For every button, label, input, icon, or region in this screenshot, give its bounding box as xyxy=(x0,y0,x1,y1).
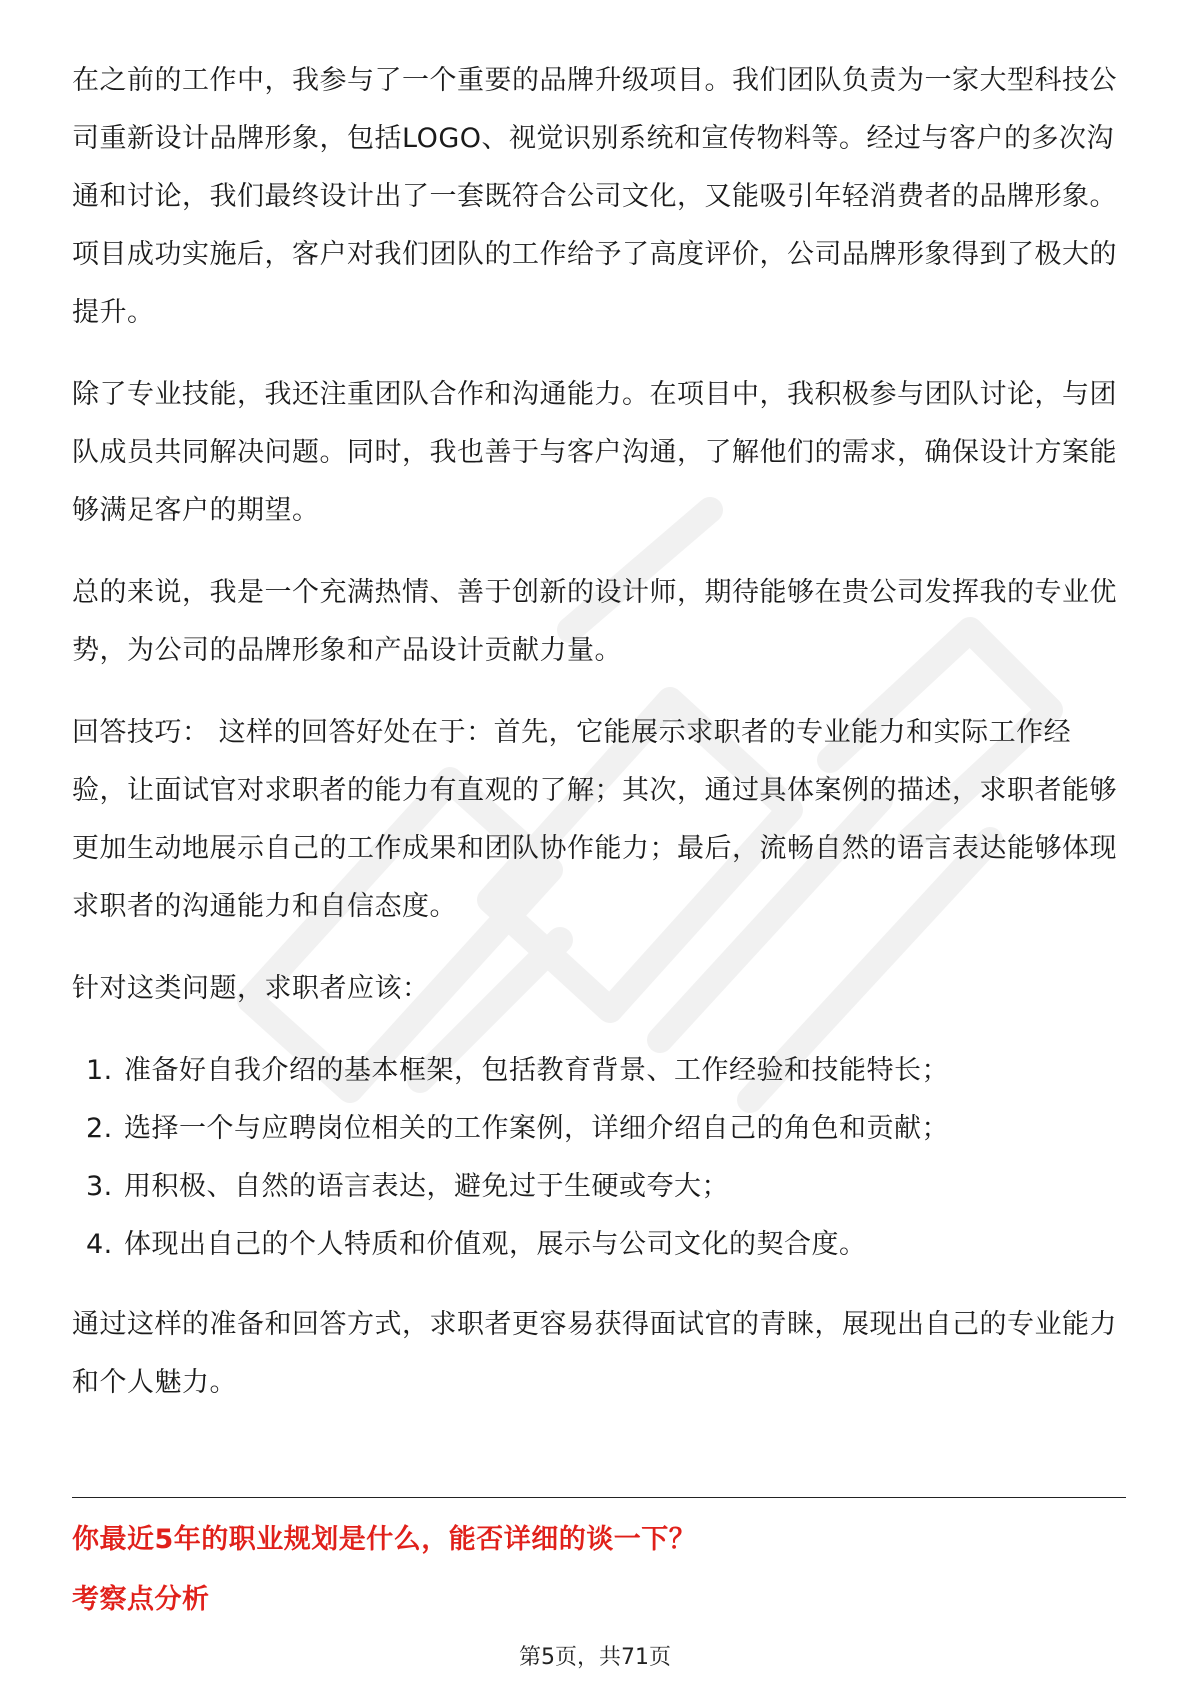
advice-list xyxy=(72,1042,1122,1274)
list-item-number: 1. xyxy=(86,1055,113,1086)
main-content xyxy=(72,52,1122,1436)
list-item xyxy=(72,1158,1122,1216)
list-item xyxy=(72,1216,1122,1274)
list-item-number: 4. xyxy=(86,1229,113,1260)
list-item-number: 2. xyxy=(86,1113,113,1144)
paragraph-teamwork: 除了专业技能，我还注重团队合作和沟通能力。在项目中，我积极参与团队讨论，与团队成员共同解决问题。同时，我也善于与客户沟通，了解他们的需求，确保设计方案能够满足客户的期望。 xyxy=(72,379,1117,526)
list-item-text: 体现出自己的个人特质和价值观，展示与公司文化的契合度。 xyxy=(124,1229,867,1260)
list-item xyxy=(72,1042,1122,1100)
paragraph-project-experience: 在之前的工作中，我参与了一个重要的品牌升级项目。我们团队负责为一家大型科技公司重新设计品牌形象，包括LOGO、视觉识别系统和宣传物料等。经过与客户的多次沟通和讨论，我们最终设计出了一套既符合公司文化，又能吸引年轻消费者的品牌形象。项目成功实施后，客户对我们团队的工作给予了高度评价，公司品牌形象得到了极大的提升。 xyxy=(72,65,1117,328)
paragraph-closing: 通过这样的准备和回答方式，求职者更容易获得面试官的青睐，展现出自己的专业能力和个人魅力。 xyxy=(72,1309,1117,1398)
list-item-text: 选择一个与应聘岗位相关的工作案例，详细介绍自己的角色和贡献； xyxy=(124,1113,949,1144)
list-item xyxy=(72,1100,1122,1158)
list-item-number: 3. xyxy=(86,1171,113,1202)
paragraph-summary: 总的来说，我是一个充满热情、善于创新的设计师，期待能够在贵公司发挥我的专业优势，为公司的品牌形象和产品设计贡献力量。 xyxy=(72,577,1117,666)
analysis-section-heading: 考察点分析 xyxy=(72,1584,210,1615)
paragraph-advice-intro: 针对这类问题，求职者应该： xyxy=(72,973,430,1004)
page-number-footer: 第5页，共71页 xyxy=(519,1645,671,1670)
list-item-text: 用积极、自然的语言表达，避免过于生硬或夸大； xyxy=(124,1171,729,1202)
paragraph-answer-tips: 回答技巧： 这样的回答好处在于：首先，它能展示求职者的专业能力和实际工作经验，让面试官对求职者的能力有直观的了解；其次，通过具体案例的描述，求职者能够更加生动地展示自己的工作成果和团队协作能力；最后，流畅自然的语言表达能够体现求职者的沟通能力和自信态度。 xyxy=(72,717,1117,922)
list-item-text: 准备好自我介绍的基本框架，包括教育背景、工作经验和技能特长； xyxy=(124,1055,949,1086)
next-question-heading: 你最近5年的职业规划是什么，能否详细的谈一下？ xyxy=(72,1524,697,1555)
section-divider xyxy=(72,1497,1126,1498)
